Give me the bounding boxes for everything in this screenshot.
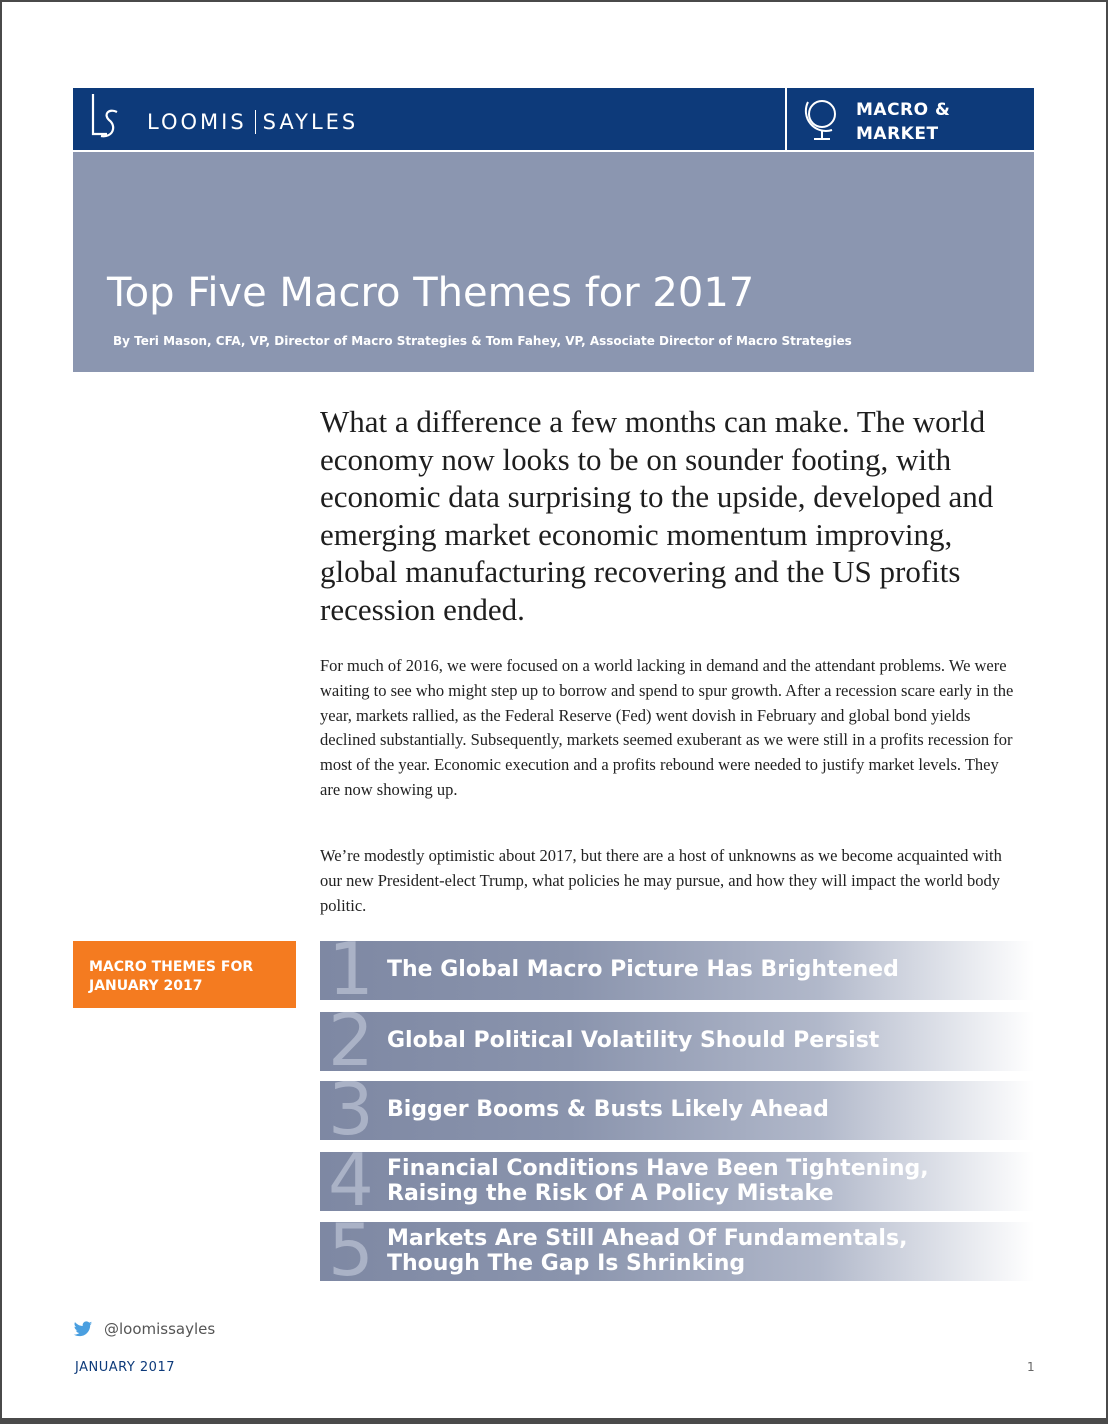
brand-name (147, 110, 358, 134)
theme-item-1 (320, 941, 1034, 1000)
theme-number: 4 (328, 1152, 374, 1211)
theme-item-3 (320, 1081, 1034, 1140)
twitter-icon[interactable] (73, 1321, 93, 1338)
theme-label-line2: Though The Gap Is Shrinking (387, 1251, 746, 1276)
theme-item-4 (320, 1152, 1034, 1211)
theme-label (387, 957, 1024, 982)
page-title: Top Five Macro Themes for 2017 (107, 270, 755, 316)
theme-number: 1 (328, 941, 374, 1000)
byline: By Teri Mason, CFA, VP, Director of Macro Strategies & Tom Fahey, VP, Associate Director of Macro Strategies (113, 334, 852, 348)
ls-logo-icon (87, 88, 123, 150)
title-banner (73, 152, 1034, 372)
theme-number: 5 (328, 1222, 374, 1281)
globe-icon (802, 94, 842, 144)
theme-label-line1: Global Political Volatility Should Persist (387, 1028, 880, 1053)
theme-label-line1: Financial Conditions Have Been Tightening, (387, 1156, 929, 1181)
theme-item-2 (320, 1012, 1034, 1071)
theme-label-line1: Markets Are Still Ahead Of Fundamentals, (387, 1226, 908, 1251)
body-paragraph-2: We’re modestly optimistic about 2017, but there are a host of unknowns as we become acquainted with our new President-elect Trump, what policies he may pursue, and how they will impact the world body politic. (320, 846, 1002, 915)
footer-date: JANUARY 2017 (75, 1360, 175, 1375)
theme-label-line2: Raising the Risk Of A Policy Mistake (387, 1181, 834, 1206)
theme-label (387, 1097, 1024, 1122)
theme-label (387, 1028, 1024, 1053)
theme-item-5 (320, 1222, 1034, 1281)
page-number: 1 (1027, 1360, 1035, 1374)
brand-left: LOOMIS (147, 110, 247, 134)
macro-tag-line1: MACRO THEMES FOR (89, 959, 254, 975)
commentary-line1: MACRO & MARKET (856, 100, 951, 144)
body-paragraph-1: For much of 2016, we were focused on a world lacking in demand and the attendant problems. We were waiting to see who might step up to borrow and spend to spur growth. After a recession scare early in the year, markets rallied, as the Federal Reserve (Fed) went dovish in February and global bond yields declined substantially. Subsequently, markets seemed exuberant as we were still in a profits recession for most of the year. Economic execution and a profits rebound were needed to justify market levels. They are now showing up. (320, 656, 1014, 799)
lead-paragraph: What a difference a few months can make. The world economy now looks to be on sounder footing, with economic data surprising to the upside, developed and emerging market economic momentum improving, global manufacturing recovering and the US profits recession ended. (320, 404, 994, 627)
brand-right: SAYLES (262, 110, 359, 134)
header-bar (73, 88, 1034, 150)
header-divider (785, 88, 787, 150)
macro-tag-line2: JANUARY 2017 (89, 978, 203, 994)
theme-label (387, 1156, 1024, 1206)
theme-number: 2 (328, 1012, 374, 1071)
theme-label (387, 1226, 1024, 1276)
theme-number: 3 (328, 1081, 374, 1140)
brand-separator (255, 110, 256, 134)
macro-themes-tag (73, 941, 296, 1008)
theme-label-line1: Bigger Booms & Busts Likely Ahead (387, 1097, 829, 1122)
twitter-handle[interactable]: @loomissayles (104, 1320, 216, 1338)
theme-label-line1: The Global Macro Picture Has Brightened (387, 957, 899, 982)
